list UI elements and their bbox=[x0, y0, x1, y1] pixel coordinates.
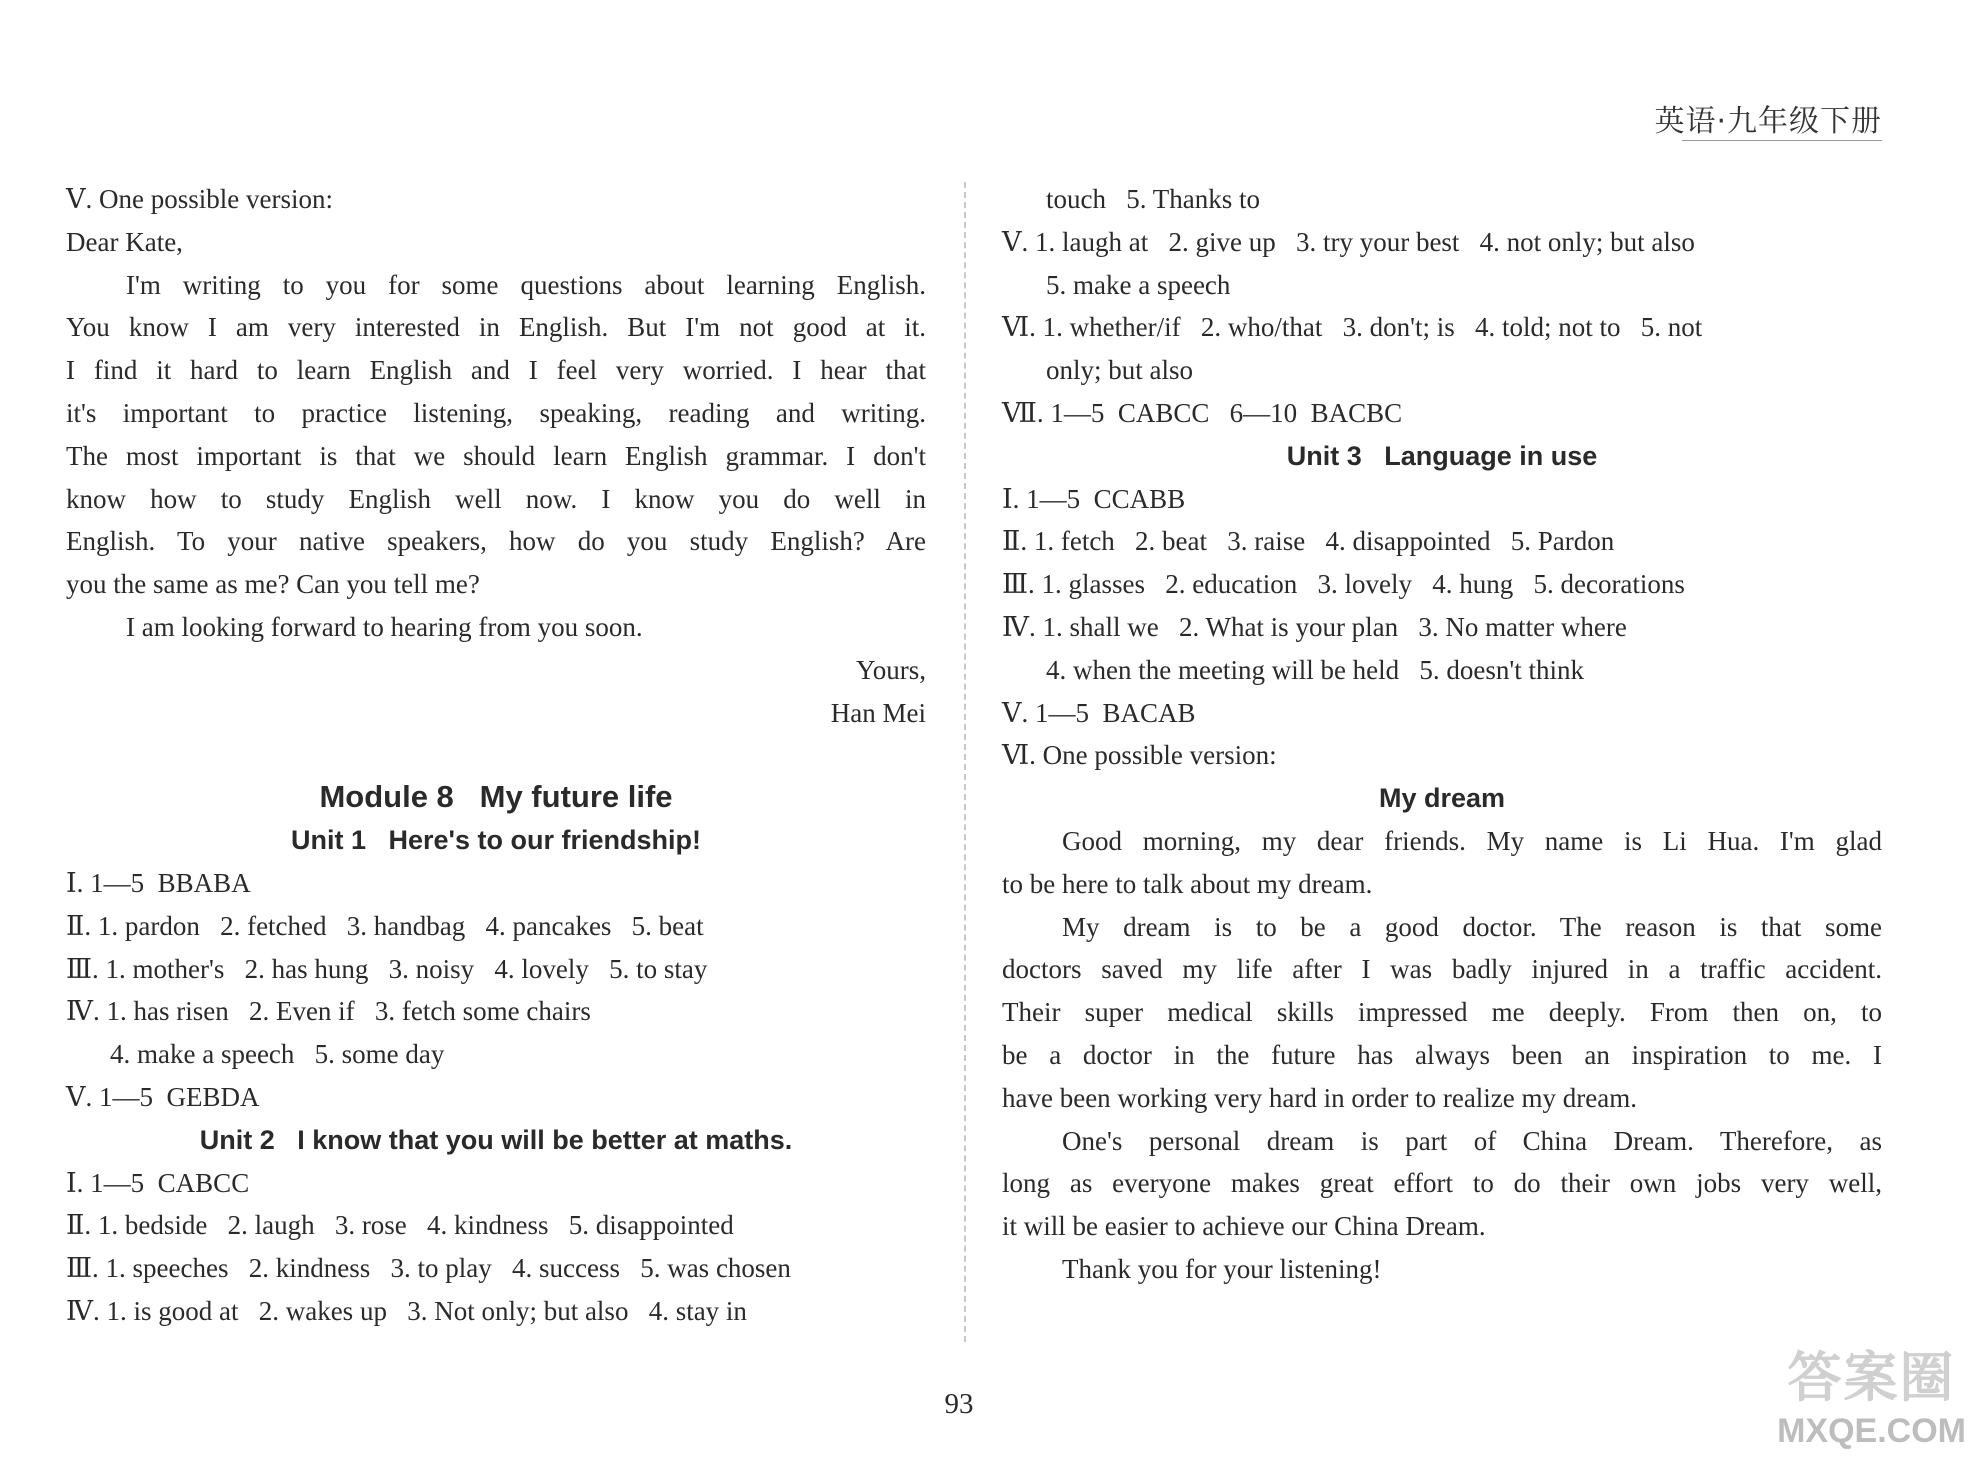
unit1-title: Unit 1 Here's to our friendship! bbox=[291, 825, 701, 856]
letter-line: You know I am very interested in English. But I'm not good at it. bbox=[66, 312, 926, 343]
letter-closing: Yours, bbox=[855, 654, 926, 685]
header-rule bbox=[1682, 140, 1882, 141]
answer-line: Ⅱ. 1. fetch 2. beat 3. raise 4. disappointed 5. Pardon bbox=[1002, 526, 1615, 557]
right-column bbox=[1002, 178, 1882, 1291]
answer-line: Ⅰ. 1—5 CCABB bbox=[1002, 483, 1186, 514]
column-divider bbox=[964, 182, 966, 1342]
answer-line: Ⅵ. 1. whether/if 2. who/that 3. don't; is 4. told; not to 5. not bbox=[1002, 312, 1703, 343]
book-header: 英语·九年级下册 bbox=[1654, 104, 1882, 139]
watermark bbox=[1777, 1335, 1966, 1451]
essay-line: to be here to talk about my dream. bbox=[1002, 868, 1373, 899]
essay-line: One's personal dream is part of China Dream. Therefore, as bbox=[1062, 1125, 1882, 1156]
essay-line: Good morning, my dear friends. My name is Li Hua. I'm glad bbox=[1062, 825, 1882, 856]
letter-label: Ⅴ. One possible version: bbox=[66, 184, 333, 214]
unit2-title: Unit 2 I know that you will be better at maths. bbox=[199, 1124, 793, 1155]
answer-line: Ⅳ. 1. shall we 2. What is your plan 3. No matter where bbox=[1002, 611, 1627, 642]
essay-line: have been working very hard in order to realize my dream. bbox=[1002, 1082, 1637, 1113]
answer-line: Ⅶ. 1—5 CABCC 6—10 BACBC bbox=[1002, 397, 1403, 428]
essay-line: Thank you for your listening! bbox=[1062, 1253, 1382, 1284]
answer-line: 4. make a speech 5. some day bbox=[110, 1039, 445, 1070]
essay-line: Their super medical skills impressed me deeply. From then on, to bbox=[1002, 997, 1882, 1028]
essay-line: it will be easier to achieve our China Dream. bbox=[1002, 1211, 1486, 1242]
answer-line: Ⅰ. 1—5 BBABA bbox=[66, 867, 251, 898]
answer-line: only; but also bbox=[1046, 355, 1193, 386]
answer-line: Ⅳ. 1. is good at 2. wakes up 3. Not only; but also 4. stay in bbox=[66, 1295, 747, 1326]
letter-line: I am looking forward to hearing from you soon. bbox=[126, 611, 643, 642]
answer-line: Ⅴ. 1—5 GEBDA bbox=[66, 1081, 260, 1112]
letter-line: The most important is that we should learn English grammar. I don't bbox=[66, 440, 926, 471]
answer-line: touch 5. Thanks to bbox=[1046, 184, 1260, 214]
answer-line: Ⅱ. 1. bedside 2. laugh 3. rose 4. kindness 5. disappointed bbox=[66, 1210, 734, 1241]
answer-line: Ⅲ. 1. glasses 2. education 3. lovely 4. hung 5. decorations bbox=[1002, 569, 1685, 600]
answer-line: Ⅳ. 1. has risen 2. Even if 3. fetch some chairs bbox=[66, 996, 591, 1027]
answer-line: Ⅰ. 1—5 CABCC bbox=[66, 1167, 250, 1198]
answer-line: Ⅵ. One possible version: bbox=[1002, 740, 1277, 771]
essay-line: long as everyone makes great effort to do their own jobs very well, bbox=[1002, 1168, 1882, 1199]
left-column bbox=[66, 178, 926, 1333]
letter-salutation: Dear Kate, bbox=[66, 226, 183, 257]
page-number: 93 bbox=[944, 1388, 974, 1420]
answer-line: Ⅴ. 1. laugh at 2. give up 3. try your best 4. not only; but also bbox=[1002, 226, 1695, 257]
module-title: Module 8 My future life bbox=[319, 779, 673, 815]
answer-line: 4. when the meeting will be held 5. doesn't think bbox=[1046, 654, 1585, 685]
answer-line: 5. make a speech bbox=[1046, 269, 1231, 300]
answer-line: Ⅱ. 1. pardon 2. fetched 3. handbag 4. pancakes 5. beat bbox=[66, 910, 704, 941]
letter-line: know how to study English well now. I know you do well in bbox=[66, 483, 926, 514]
essay-line: My dream is to be a good doctor. The reason is that some bbox=[1062, 911, 1882, 942]
unit3-title: Unit 3 Language in use bbox=[1286, 440, 1598, 471]
letter-line: you the same as me? Can you tell me? bbox=[66, 569, 480, 600]
watermark-url: MXQE.COM bbox=[1777, 1412, 1966, 1450]
answer-line: Ⅴ. 1—5 BACAB bbox=[1002, 697, 1196, 728]
letter-line: English. To your native speakers, how do you study English? Are bbox=[66, 526, 926, 557]
essay-title: My dream bbox=[1378, 783, 1506, 814]
letter-line: I find it hard to learn English and I feel very worried. I hear that bbox=[66, 355, 926, 386]
letter-line: I'm writing to you for some questions about learning English. bbox=[126, 269, 926, 300]
essay-line: be a doctor in the future has always been an inspiration to me. I bbox=[1002, 1039, 1882, 1070]
answer-line: Ⅲ. 1. mother's 2. has hung 3. noisy 4. lovely 5. to stay bbox=[66, 953, 708, 984]
essay-line: doctors saved my life after I was badly injured in a traffic accident. bbox=[1002, 954, 1882, 985]
answer-line: Ⅲ. 1. speeches 2. kindness 3. to play 4. success 5. was chosen bbox=[66, 1253, 791, 1284]
letter-line: it's important to practice listening, speaking, reading and writing. bbox=[66, 397, 926, 428]
letter-signature: Han Mei bbox=[830, 697, 926, 728]
watermark-logo: 答案圈 bbox=[1787, 1346, 1956, 1409]
